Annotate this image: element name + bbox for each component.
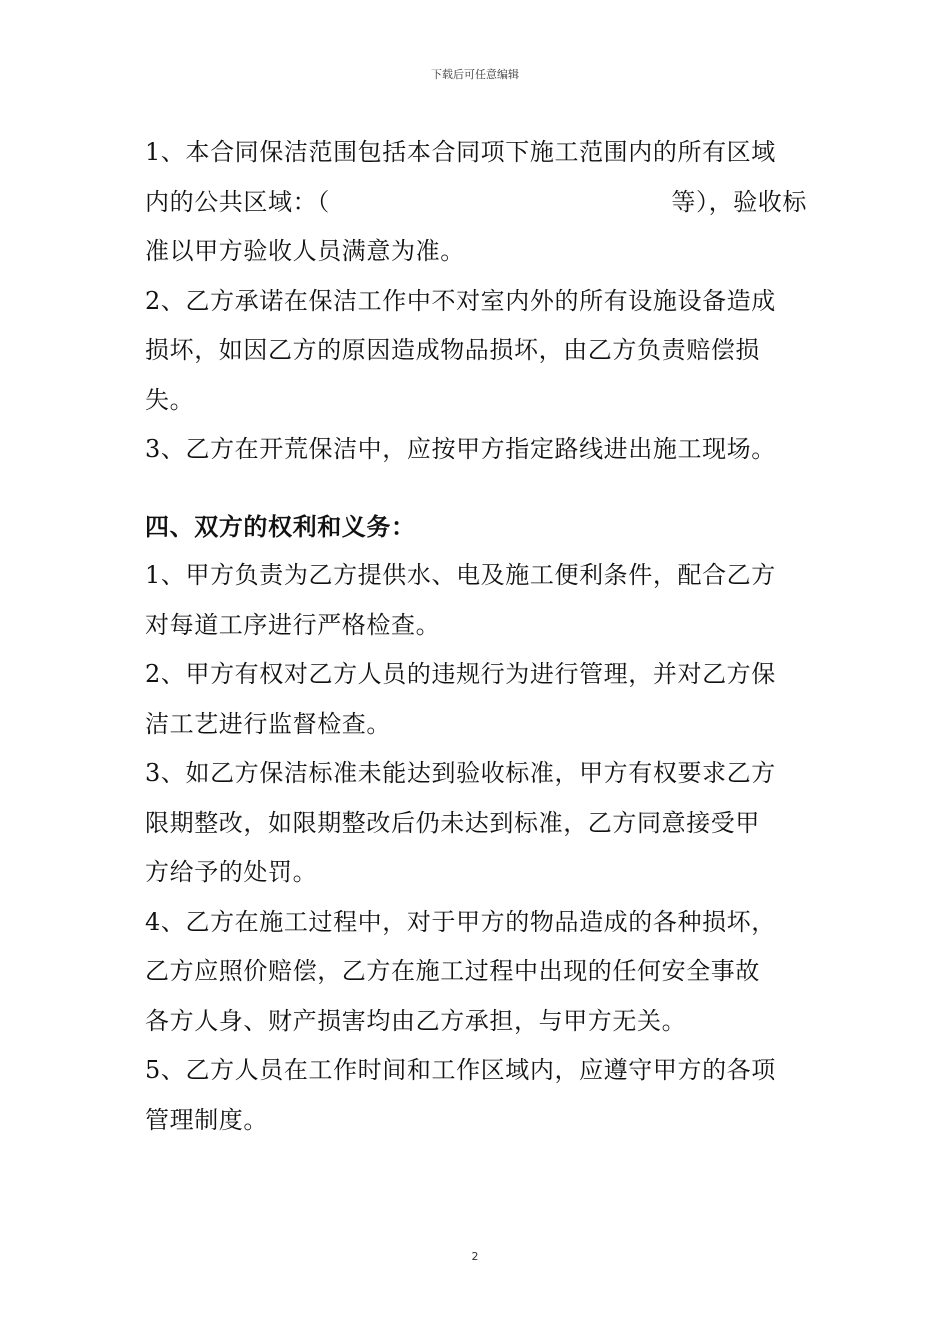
paragraph-line: 3、如乙方保洁标准未能达到验收标准，甲方有权要求乙方 xyxy=(145,759,776,787)
section4-item-4 xyxy=(145,898,807,1047)
paragraph-line: 损坏，如因乙方的原因造成物品损坏，由乙方负责赔偿损 xyxy=(145,336,760,364)
paragraph-line: 5、乙方人员在工作时间和工作区域内，应遵守甲方的各项 xyxy=(145,1056,776,1084)
paragraph-line: 失。 xyxy=(145,385,195,414)
paragraph-line: 1、甲方负责为乙方提供水、电及施工便利条件，配合乙方 xyxy=(145,561,776,589)
paragraph-line: 2、甲方有权对乙方人员的违规行为进行管理，并对乙方保 xyxy=(145,660,776,688)
document-body xyxy=(145,128,807,1145)
paragraph-line: 1、本合同保洁范围包括本合同项下施工范围内的所有区域 xyxy=(145,138,776,166)
paragraph-line: 乙方应照价赔偿，乙方在施工过程中出现的任何安全事故 xyxy=(145,957,760,985)
paragraph-line: 准以甲方验收人员满意为准。 xyxy=(145,237,465,265)
section3-item-3 xyxy=(145,425,807,475)
page-header-note: 下载后可任意编辑 xyxy=(431,68,519,81)
section4-item-2 xyxy=(145,650,807,749)
paragraph-line: 对每道工序进行严格检查。 xyxy=(145,610,441,639)
paragraph-line: 限期整改，如限期整改后仍未达到标准，乙方同意接受甲 xyxy=(145,808,760,837)
paragraph-line-blank-field xyxy=(145,178,807,228)
section4-item-1 xyxy=(145,551,807,650)
page-number: 2 xyxy=(471,1250,479,1263)
blank-field-prefix: 内的公共区域：（ xyxy=(145,187,330,216)
paragraph-line: 2、乙方承诺在保洁工作中不对室内外的所有设施设备造成 xyxy=(145,286,776,315)
section-heading: 四、双方的权利和义务： xyxy=(145,511,416,541)
section4-item-3 xyxy=(145,749,807,898)
paragraph-line: 4、乙方在施工过程中，对于甲方的物品造成的各种损坏， xyxy=(145,907,776,936)
paragraph-line: 管理制度。 xyxy=(145,1105,268,1134)
section3-item-2 xyxy=(145,277,807,426)
paragraph-line: 3、乙方在开荒保洁中，应按甲方指定路线进出施工现场。 xyxy=(145,435,776,463)
blank-field-suffix: 等），验收标 xyxy=(671,187,807,216)
paragraph-line: 洁工艺进行监督检查。 xyxy=(145,709,391,738)
section3-item-1 xyxy=(145,128,807,277)
section4-item-5 xyxy=(145,1046,807,1145)
paragraph-line: 各方人身、财产损害均由乙方承担，与甲方无关。 xyxy=(145,1006,687,1035)
paragraph-line: 方给予的处罚。 xyxy=(145,858,318,886)
